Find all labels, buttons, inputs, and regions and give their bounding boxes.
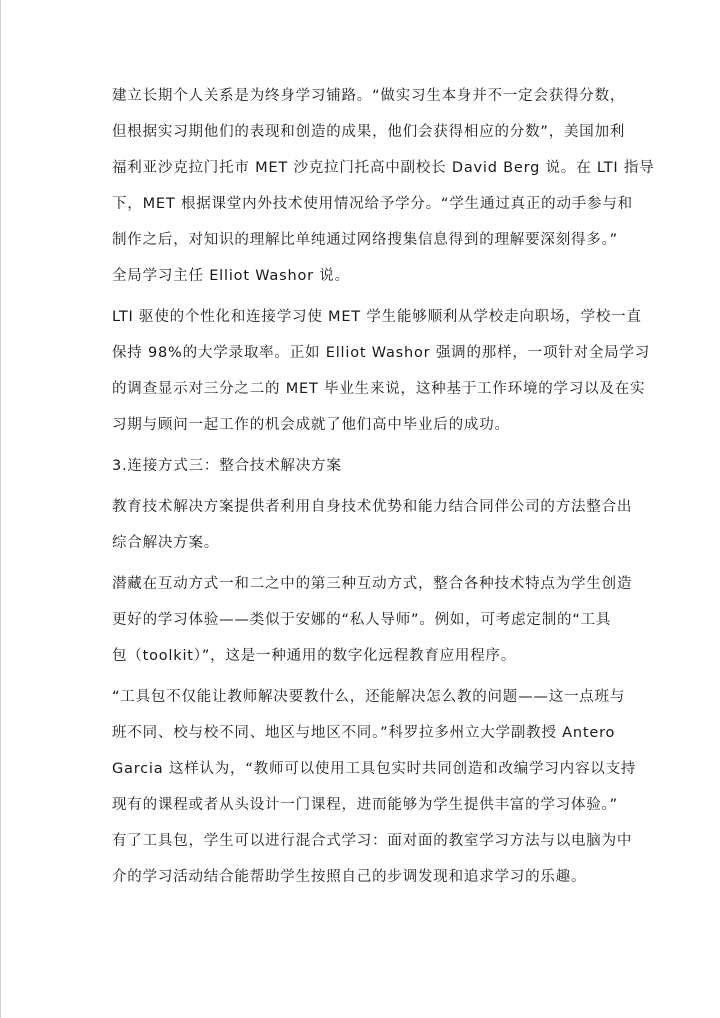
text-line: 的调查显示对三分之二的 MET 毕业生来说，这种基于工作环境的学习以及在实 [112, 381, 646, 397]
text-line: 综合解决方案。 [112, 535, 220, 551]
text-line: 教育技术解决方案提供者利用自身技术优势和能力结合同伴公司的方法整合出 [112, 499, 633, 515]
text-line: LTI 驱使的个性化和连接学习使 MET 学生能够顺利从学校走向职场，学校一直 [112, 309, 642, 325]
text-line: 福利亚沙克拉门托市 MET 沙克拉门托高中副校长 David Berg 说。在 LTI 指导 [112, 160, 655, 176]
section-heading [112, 448, 612, 484]
document-body [112, 78, 655, 895]
paragraph-3 [112, 489, 633, 561]
text-line: Garcia 这样认为，“教师可以使用工具包实时共同创造和改编学习内容以支持 [112, 761, 637, 777]
paragraph-5 [112, 679, 637, 895]
text-line: 建立长期个人关系是为终身学习铺路。“做实习生本身并不一定会获得分数， [112, 88, 626, 104]
text-line: 更好的学习体验——类似于安娜的“私人导师”。例如，可考虑定制的“工具 [112, 612, 612, 628]
paragraph-4 [112, 566, 633, 674]
text-line: 下，MET 根据课堂内外技术使用情况给予学分。“学生通过真正的动手参与和 [112, 196, 633, 212]
paragraph-2 [112, 299, 651, 443]
text-line: 保持 98%的大学录取率。正如 Elliot Washor 强调的那样，一项针对全局学习 [112, 345, 651, 361]
text-line: 有了工具包，学生可以进行混合式学习：面对面的教室学习方法与以电脑为中 [112, 833, 633, 849]
text-line: 班不同、校与校不同、地区与地区不同。”科罗拉多州立大学副教授 Antero [112, 725, 616, 741]
paragraph-1 [112, 78, 655, 294]
text-line: 全局学习主任 Elliot Washor 说。 [112, 268, 350, 284]
heading-text: 3.连接方式三：整合技术解决方案 [112, 458, 342, 474]
text-line: 潜藏在互动方式一和二之中的第三种互动方式，整合各种技术特点为学生创造 [112, 576, 633, 592]
text-line: 习期与顾问一起工作的机会成就了他们高中毕业后的成功。 [112, 417, 510, 433]
text-line: 但根据实习期他们的表现和创造的成果，他们会获得相应的分数”，美国加利 [112, 124, 626, 140]
text-line: 制作之后，对知识的理解比单纯通过网络搜集信息得到的理解要深刻得多。” [112, 232, 618, 248]
text-line: 现有的课程或者从头设计一门课程，进而能够为学生提供丰富的学习体验。” [112, 797, 618, 813]
text-line: “工具包不仅能让教师解决要教什么，还能解决怎么教的问题——这一点班与 [112, 689, 626, 705]
text-line: 介的学习活动结合能帮助学生按照自己的步调发现和追求学习的乐趣。 [112, 869, 587, 885]
text-line: 包（toolkit）”，这是一种通用的数字化远程教育应用程序。 [112, 648, 517, 664]
